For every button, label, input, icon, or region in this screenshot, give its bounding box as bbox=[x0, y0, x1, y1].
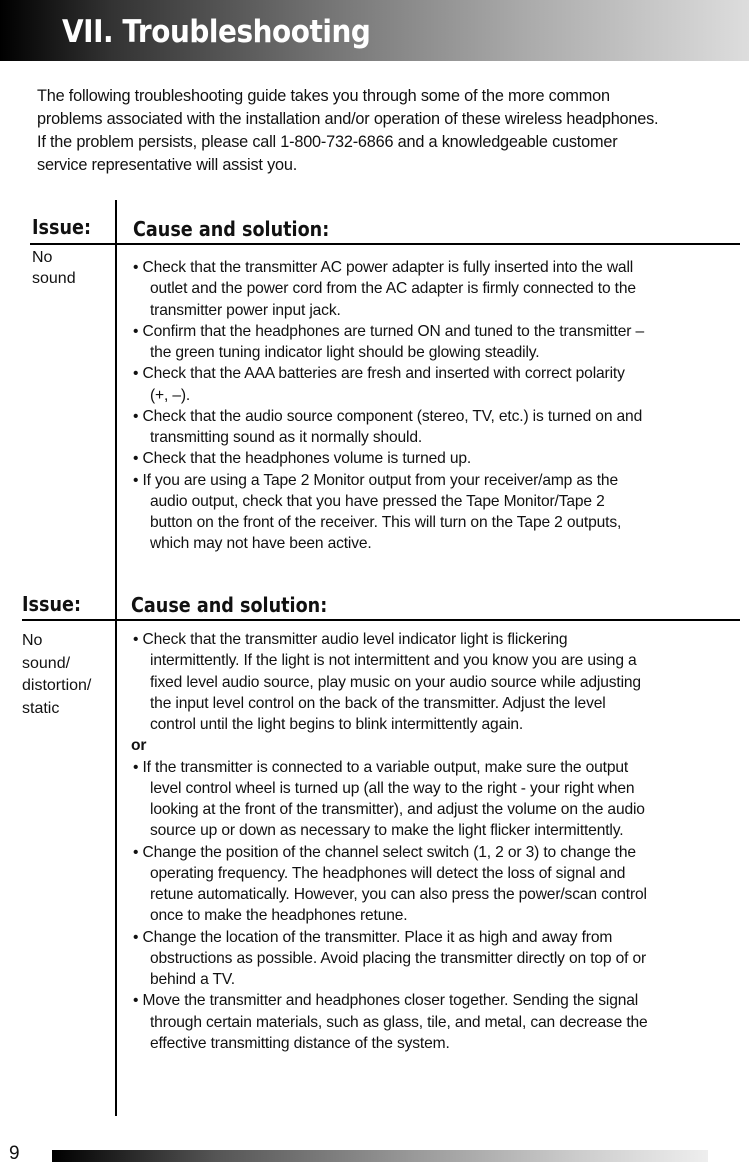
bullet-line: • Change the position of the channel select switch (1, 2 or 3) to change the bbox=[133, 843, 636, 861]
bullet-line: • If the transmitter is connected to a variable output, make sure the output bbox=[133, 758, 629, 776]
section-rule bbox=[30, 243, 740, 245]
bullet-continuation: transmitter power input jack. bbox=[150, 301, 341, 319]
bullet-continuation: behind a TV. bbox=[150, 971, 235, 988]
section-rule bbox=[22, 619, 740, 621]
bullet-continuation: audio output, check that you have pressed the Tape Monitor/Tape 2 bbox=[150, 492, 605, 510]
bullet-continuation: transmitting sound as it normally should. bbox=[150, 429, 423, 446]
issue-heading: Issue: bbox=[32, 215, 92, 239]
bullet-continuation: intermittently. If the light is not intermittent and you know you are using a bbox=[150, 652, 637, 670]
bullet-continuation: operating frequency. The headphones will detect the loss of signal and bbox=[150, 864, 626, 882]
cause-heading: Cause and solution: bbox=[133, 217, 330, 241]
page-title: VII. Troubleshooting bbox=[62, 14, 371, 50]
bullet-continuation: looking at the front of the transmitter), and adjust the volume on the audio bbox=[150, 801, 645, 818]
issue-line: distortion/ bbox=[22, 677, 92, 695]
issue-line: No bbox=[32, 249, 53, 266]
bullet-continuation: the input level control on the back of the transmitter. Adjust the level bbox=[150, 694, 606, 712]
intro-line: problems associated with the installation and/or operation of these wireless headphones. bbox=[37, 110, 659, 128]
bullet-continuation: which may not have been active. bbox=[150, 535, 372, 553]
intro-paragraph bbox=[37, 85, 658, 177]
bullet-continuation: obstructions as possible. Avoid placing the transmitter directly on top of or bbox=[150, 949, 647, 967]
intro-line: The following troubleshooting guide takes you through some of the more common bbox=[37, 87, 610, 105]
bullet-line: • Confirm that the headphones are turned ON and tuned to the transmitter – bbox=[133, 322, 644, 340]
bullet-line: • Check that the AAA batteries are fresh and inserted with correct polarity bbox=[133, 365, 625, 383]
intro-line: If the problem persists, please call 1-800-732-6866 and a knowledgeable customer bbox=[37, 133, 618, 151]
bullet-line: • If you are using a Tape 2 Monitor output from your receiver/amp as the bbox=[133, 471, 618, 489]
bullet-line: • Move the transmitter and headphones closer together. Sending the signal bbox=[133, 992, 639, 1010]
issue-line: static bbox=[22, 700, 60, 718]
or-separator: or bbox=[131, 737, 147, 755]
bullet-continuation: button on the front of the receiver. This will turn on the Tape 2 outputs, bbox=[150, 514, 622, 531]
issue-heading: Issue: bbox=[22, 592, 82, 616]
bullet-continuation: fixed level audio source, play music on your audio source while adjusting bbox=[150, 673, 641, 691]
footer-gradient-bar bbox=[52, 1150, 708, 1162]
issue-line: No bbox=[22, 632, 43, 649]
bullet-continuation: outlet and the power cord from the AC adapter is firmly connected to the bbox=[150, 280, 636, 298]
bullet-line: • Check that the audio source component (stereo, TV, etc.) is turned on and bbox=[133, 407, 643, 425]
issue-line: sound/ bbox=[22, 654, 71, 672]
intro-line: service representative will assist you. bbox=[37, 156, 298, 174]
bullet-line: • Change the location of the transmitter. Place it as high and away from bbox=[133, 928, 613, 946]
bullet-line: • Check that the transmitter audio level indicator light is flickering bbox=[133, 631, 568, 648]
cause-heading: Cause and solution: bbox=[131, 593, 328, 617]
page-number: 9 bbox=[9, 1143, 20, 1162]
bullet-line: • Check that the transmitter AC power adapter is fully inserted into the wall bbox=[133, 259, 634, 276]
bullet-line: • Check that the headphones volume is turned up. bbox=[133, 450, 472, 468]
bullet-continuation: effective transmitting distance of the system. bbox=[150, 1034, 450, 1052]
bullet-continuation: through certain materials, such as glass, tile, and metal, can decrease the bbox=[150, 1013, 648, 1031]
bullet-continuation: level control wheel is turned up (all the way to the right - your right when bbox=[150, 779, 635, 797]
issue-line: sound bbox=[32, 269, 76, 287]
solution-list bbox=[0, 629, 648, 1054]
bullet-continuation: (+, –). bbox=[150, 386, 191, 404]
bullet-continuation: the green tuning indicator light should be glowing steadily. bbox=[150, 344, 540, 361]
bullet-continuation: retune automatically. However, you can also press the power/scan control bbox=[150, 886, 647, 903]
bullet-continuation: control until the light begins to blink intermittently again. bbox=[150, 716, 524, 733]
bullet-continuation: once to make the headphones retune. bbox=[150, 907, 408, 925]
solution-list bbox=[0, 257, 644, 555]
bullet-continuation: source up or down as necessary to make the light flicker intermittently. bbox=[150, 822, 624, 840]
